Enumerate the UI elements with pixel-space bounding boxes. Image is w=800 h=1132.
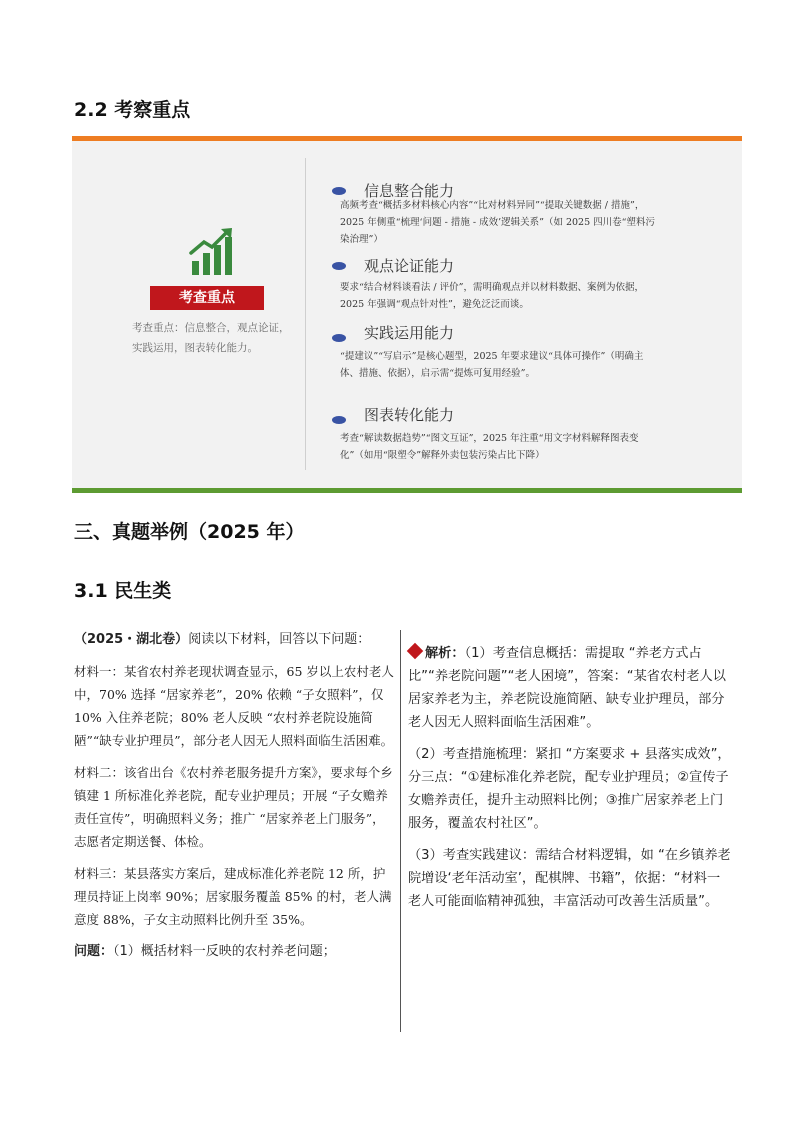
analysis-point-three: （3）考查实践建议：需结合材料逻辑，如 “在乡镇养老院增设‘老年活动室’，配棋牌、书籍”，依据：“材料一老人可能面临精神孤独，丰富活动可改善生活质量”。 — [408, 848, 731, 909]
bullet-dot-icon — [332, 187, 346, 195]
focus-badge: 考查重点 — [150, 286, 264, 310]
ability-item — [332, 180, 692, 250]
panel-vertical-divider — [305, 158, 306, 470]
ability-description: 要求“结合材料谈看法 / 评价”，需明确观点并以材料数据、案例为依据，2025 年强调“观点针对性”，避免泛泛而谈。 — [340, 282, 644, 310]
analysis-point-one: （1）考查信息概括：需提取 “养老方式占比”“养老院问题”“老人困境”，答案：“某省农村老人以居家养老为主，养老院设施简陋、缺专业护理员，部分老人因无人照料面临生活困难”。 — [408, 646, 726, 730]
ability-title: 观点论证能力 — [364, 257, 455, 275]
ability-item — [332, 322, 692, 384]
bullet-dot-icon — [332, 262, 346, 270]
section-heading-livelihood: 3.1 民生类 — [74, 580, 172, 602]
material-two: 材料二：该省出台《农村养老服务提升方案》，要求每个乡镇建 1 所标准化养老院，配专业护理员；开展 “子女赡养责任宣传”，明确照料义务；推广 “居家养老上门服务”，志愿者定期送餐、体检。 — [74, 765, 393, 849]
bullet-dot-icon — [332, 334, 346, 342]
ability-item — [332, 404, 692, 466]
question-text: （1）概括材料一反映的农村养老问题； — [113, 944, 336, 959]
bullet-dot-icon — [332, 416, 346, 424]
column-divider — [400, 630, 401, 1032]
section-heading-focus: 2.2 考察重点 — [74, 99, 191, 121]
ability-description: “提建议”“写启示”是核心题型，2025 年要求建议“具体可操作”（明确主体、措施、依据），启示需“提炼可复用经验”。 — [340, 351, 644, 379]
ability-description: 考查“解读数据趋势”“图文互证”，2025 年注重“用文字材料解释图表变化”（如用“限塑令”解释外卖包装污染占比下降） — [340, 433, 639, 461]
question-source-tag: （2025・湖北卷） — [74, 632, 189, 647]
green-divider — [72, 488, 742, 493]
ability-description: 高频考查“概括多材料核心内容”“比对材料异同”“提取关键数据 / 措施”，2025 年侧重“梳理‘问题 - 措施 - 成效’逻辑关系”（如 2025 四川卷“塑料污染治理”） — [340, 200, 656, 245]
red-diamond-icon — [408, 644, 422, 658]
ability-item — [332, 255, 692, 315]
analysis-column — [408, 642, 733, 922]
question-label: 问题： — [74, 944, 114, 959]
ability-title: 图表转化能力 — [364, 406, 455, 424]
material-three: 材料三：某县落实方案后，建成标准化养老院 12 所，护理员持证上岗率 90%；居家服务覆盖 85% 的村，老人满意度 88%，子女主动照料比例升至 35%。 — [74, 866, 392, 927]
focus-badge-description: 考查重点：信息整合，观点论证，实践运用，图表转化能力。 — [132, 322, 290, 354]
rising-bar-chart-icon — [188, 225, 240, 281]
analysis-label: 解析： — [425, 646, 465, 661]
ability-title: 信息整合能力 — [364, 182, 455, 200]
material-one: 材料一：某省农村养老现状调查显示，65 岁以上农村老人中，70% 选择 “居家养老”，20% 依赖 “子女照料”，仅 10% 入住养老院；80% 老人反映 “农村养老院设施简陋”“缺专业护理员”，部分老人因无人照料面临生活困难。 — [74, 664, 394, 748]
analysis-point-two: （2）考查措施梳理：紧扣 “方案要求 + 县落实成效”，分三点：“①建标准化养老院，配专业护理员；②宣传子女赡养责任，提升主动照料比例；③推广居家养老上门服务，覆盖农村社区”。 — [408, 747, 731, 831]
question-column — [74, 628, 394, 972]
ability-title: 实践运用能力 — [364, 324, 455, 342]
section-heading-examples: 三、真题举例（2025 年） — [74, 521, 305, 543]
question-intro: 阅读以下材料，回答以下问题： — [188, 632, 371, 647]
